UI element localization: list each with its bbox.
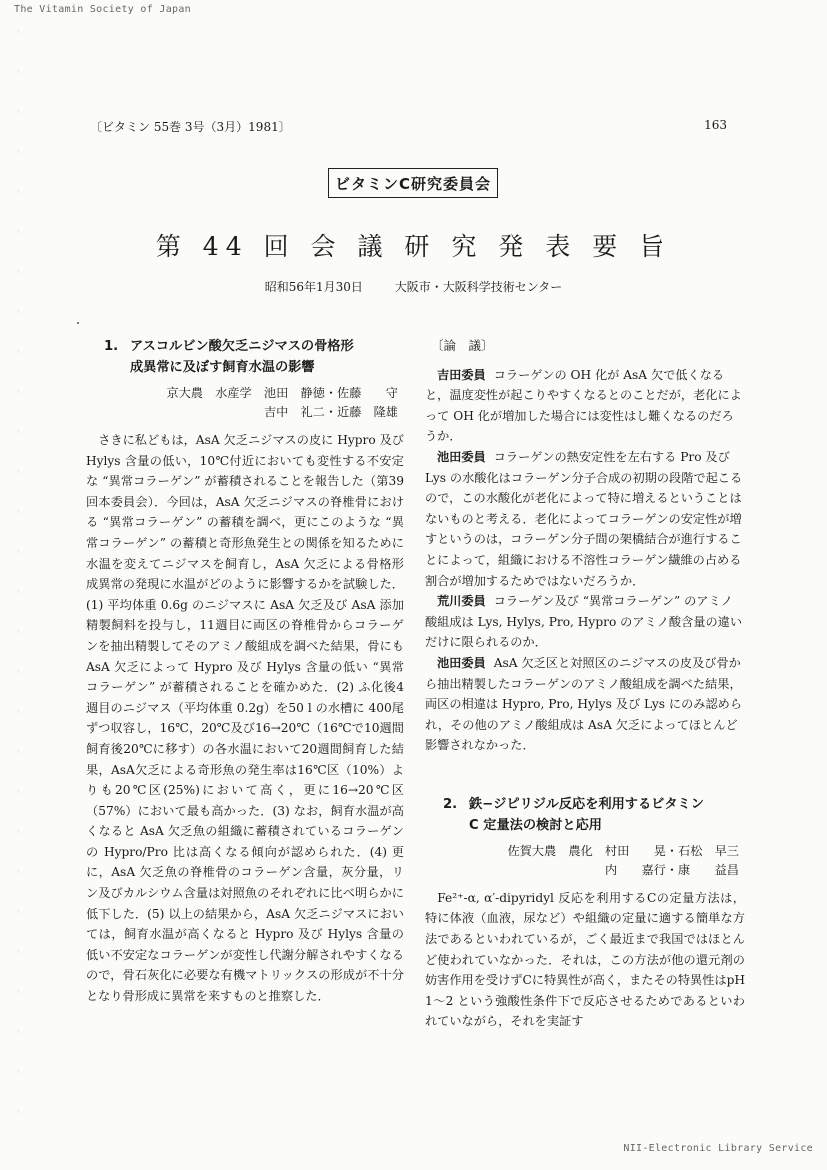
section-1-title-line1: アスコルビン酸欠乏ニジマスの骨格形	[130, 339, 354, 354]
section-2-authors-line2: 内 嘉行・康 益昌	[604, 862, 739, 877]
discussion-entry	[425, 653, 745, 756]
discussion-text: コラーゲンの OH 化が AsA 欠で低くなると，温度変性が起こりやすくなるとのことだが，老化によって OH 化が増加した場合には変性はし難くなるのだろうか．	[425, 367, 742, 444]
section-2-title	[425, 794, 745, 836]
discussion-entry	[425, 591, 745, 653]
section-1-body: さきに私どもは，AsA 欠乏ニジマスの皮に Hypro 及び Hylys 含量の低い，10℃付近においても変性する不安定な “異常コラーゲン” が蓄積されることを報告した（第39回本委員会）．今回は，AsA 欠乏ニジマスの脊椎骨における “異常コラーゲン” の蓄積を調べ，更にこのような “異常コラーゲン” の蓄積と奇形魚発生との関係を知るために水温を変えてニジマスを飼育し，AsA 欠乏による骨格形成異常の発現に水温がどのように影響するかを試験した．(1) 平均体重 0.6g のニジマスに AsA 欠乏及び AsA 添加精製飼料を投与し，11週目に両区の脊椎骨からコラーゲンを抽出精製してそのアミノ酸組成を調べた結果，骨にも AsA 欠乏によって Hypro 及び Hylys 含量の低い “異常コラーゲン” が蓄積されることを確かめた．(2) ふ化後4週目のニジマス（平均体重 0.2g）を50 l の水槽に 400尾ずつ収容し，16℃，20℃及び16→20℃（16℃で10週間飼育後20℃に移す）の各水温において20週間飼育した結果，AsA欠乏による奇形魚の発生率は16℃区（10%）よりも20℃区(25%)において高く，更に16→20℃区（57%）において最も高かった．(3) なお，飼育水温が高くなると AsA 欠乏魚の組織に蓄積されているコラーゲンの Hypro/Pro 比は高くなる傾向が認められた．(4) 更に，AsA 欠乏魚の脊椎骨のコラーゲン含量，灰分量，リン及びカルシウム含量は対照魚のそれぞれに比べ明らかに低下した．(5) 以上の結果から，AsA 欠乏ニジマスにおいては，飼育水温が高くなると Hypro 及び Hylys 含量の低い不安定なコラーゲンが変性し代謝分解されやすくなるので，骨石灰化に必要な有機マトリックスの形成が不十分となり骨形成に異常を来すものと推察した．	[86, 433, 404, 1004]
watermark-library: NII-Electronic Library Service	[623, 1143, 813, 1154]
meeting-info	[0, 278, 827, 295]
watermark-society: The Vitamin Society of Japan	[14, 4, 191, 15]
committee-title-box	[328, 168, 498, 198]
section-2-title-line1: 鉄−ジピリジル反応を利用するビタミン	[469, 796, 704, 812]
section-1-title	[86, 336, 404, 378]
meeting-venue: 大阪市・大阪科学技術センター	[394, 280, 563, 294]
discussion-header: 〔論 議〕	[431, 338, 494, 353]
discussion-text: AsA 欠乏区と対照区のニジマスの皮及び骨から抽出精製したコラーゲンのアミノ酸組成を調べた結果，両区の相違は Hypro, Pro, Hylys 及び Lys にのみ認められ，その他のアミノ酸組成は AsA 欠乏によってほとんど影響されなかった．	[425, 655, 743, 753]
discussion-entry	[425, 365, 745, 447]
discussion-speaker: 池田委員	[437, 655, 486, 670]
discussion-entry	[425, 447, 745, 591]
meeting-date: 昭和56年1月30日	[264, 280, 363, 294]
section-1-authors	[86, 384, 398, 422]
section-2-body: Fe²⁺-α, α′-dipyridyl 反応を利用するCの定量方法は，特に体液（血液，尿など）や組織の定量に適する簡単な方法であるといわれているが，ごく最近まで我国ではほとんど使われていなかった．それは，この方法が他の還元剤の妨害作用を受けずCに特異性が高く，またその特異性はpH 1～2 という強酸性条件下で反応させるためであるといわれていながら，それを実証す	[425, 890, 746, 1029]
discussion-speaker: 池田委員	[437, 449, 486, 464]
section-1-title-line2: 成異常に及ぼす飼育水温の影響	[130, 360, 315, 375]
discussion-speaker: 吉田委員	[437, 367, 486, 382]
discussion-text: コラーゲンの熱安定性を左右する Pro 及び Lys の水酸化はコラーゲン分子合成の初期の段階で起こるので，この水酸化が老化によって特に増えるということはないものと考える．老化によってコラーゲンの安定性が増すというのは，コラーゲン分子間の架橋結合が進行することによって，組織における不溶性コラーゲン繊維の占める割合が増加するためではないだろうか．	[425, 449, 743, 588]
section-1-authors-line2: 吉中 礼二・近藤 隆雄	[263, 405, 398, 419]
section-gap	[425, 756, 745, 794]
main-title: 第 44 回 会 議 研 究 発 表 要 旨	[155, 232, 672, 261]
discussion-speaker: 荒川委員	[437, 594, 486, 609]
right-column	[425, 336, 745, 1032]
section-1-number: 1.	[104, 339, 119, 354]
page-number: 163	[704, 118, 727, 132]
section-2-title-line2: C 定量法の検討と応用	[469, 817, 602, 833]
scan-margin-artifact	[18, 30, 19, 1130]
section-2-authors-line1: 佐賀大農 農化 村田 晃・石松 早三	[507, 843, 739, 858]
left-column	[86, 336, 404, 1007]
journal-header: 〔ビタミン 55巻 3号（3月）1981〕	[90, 120, 291, 134]
section-2-number: 2.	[443, 796, 458, 812]
committee-title: ビタミンC研究委員会	[334, 174, 491, 193]
section-2-authors	[425, 842, 739, 880]
discussion-text: コラーゲン及び “異常コラーゲン” のアミノ酸組成は Lys, Hylys, Pro, Hypro のアミノ酸含量の違いだけに限られるのか．	[425, 594, 743, 650]
section-1-authors-line1: 京大農 水産学 池田 静徳・佐藤 守	[166, 386, 398, 400]
scan-dot-artifact	[77, 322, 79, 324]
